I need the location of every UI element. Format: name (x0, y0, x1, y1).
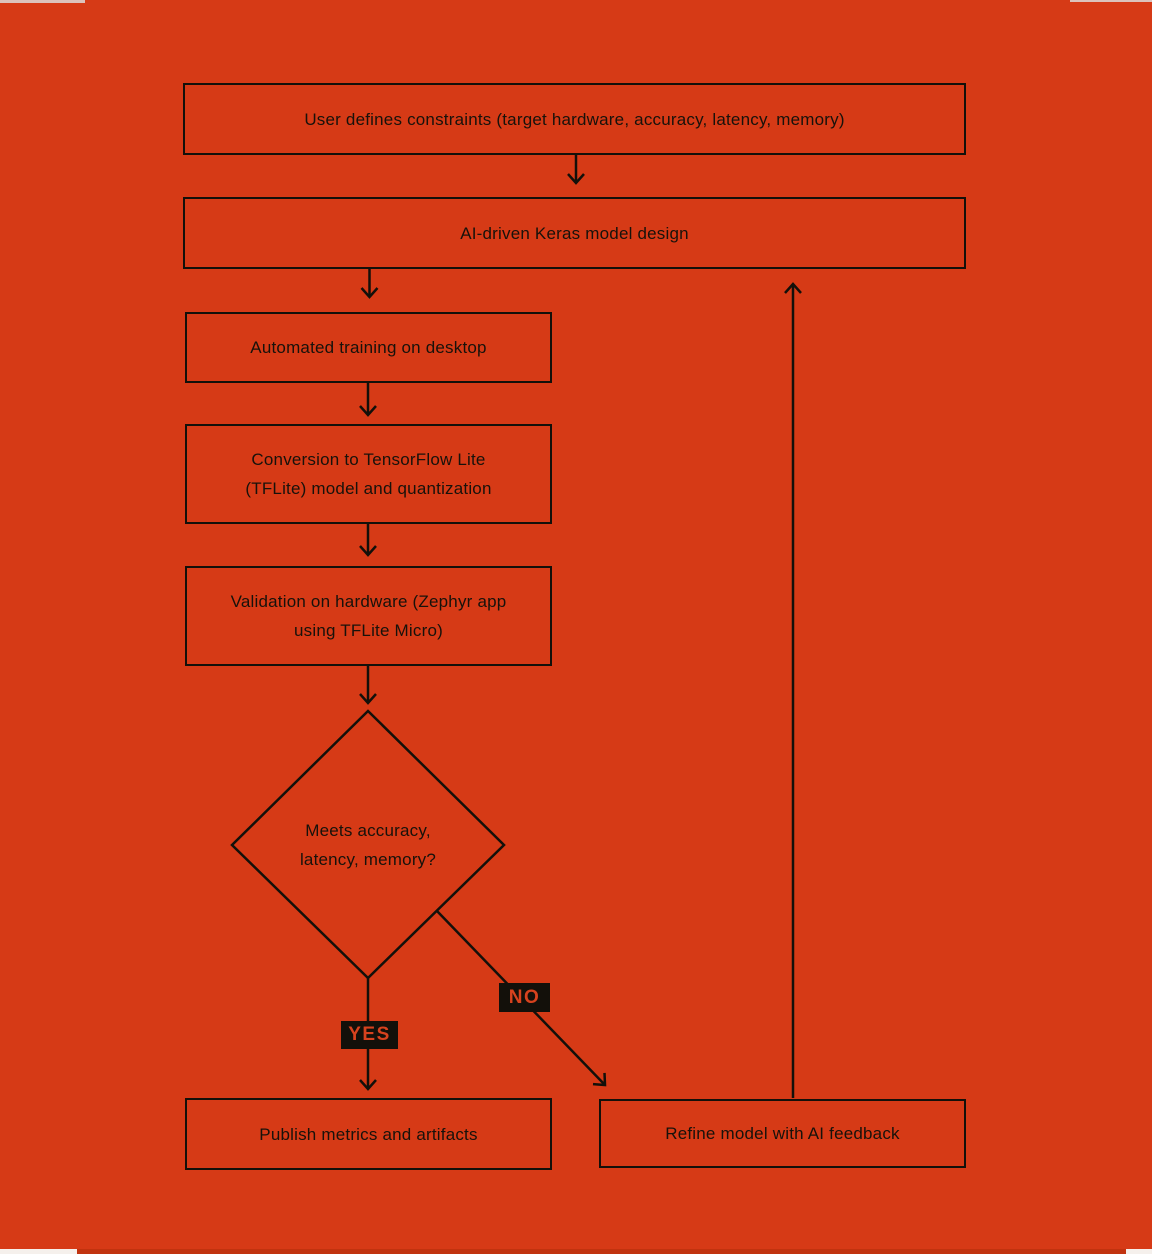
screen-edge-artifact-top-left (0, 0, 85, 3)
node-keras-design-label: AI-driven Keras model design (460, 223, 689, 243)
decision-line-1: Meets accuracy, (305, 821, 431, 840)
node-conversion (185, 424, 552, 524)
node-keras-design (183, 197, 966, 269)
node-validation-line-2: using TFLite Micro) (294, 621, 443, 640)
screen-edge-artifact-bottom (77, 1249, 1126, 1254)
node-conversion-line-2: (TFLite) model and quantization (245, 479, 492, 498)
decision-line-2: latency, memory? (299, 850, 437, 869)
node-automated-training (185, 312, 552, 383)
screen-edge-artifact-bottom-right (1126, 1249, 1152, 1254)
node-automated-training-label: Automated training on desktop (250, 338, 487, 357)
yes-edge-label: YES (341, 1021, 398, 1049)
node-validation (185, 566, 552, 666)
node-user-constraints-label: User defines constraints (target hardware, accuracy, latency, memory) (304, 109, 845, 129)
no-edge-label: NO (499, 983, 550, 1012)
node-refine (599, 1099, 966, 1168)
node-refine-label: Refine model with AI feedback (665, 1124, 900, 1143)
node-publish-label: Publish metrics and artifacts (259, 1124, 478, 1144)
decision-diamond-label (248, 816, 488, 874)
node-publish (185, 1098, 552, 1170)
node-validation-line-1: Validation on hardware (Zephyr app (230, 592, 507, 611)
node-conversion-line-1: Conversion to TensorFlow Lite (251, 450, 486, 469)
node-user-constraints (183, 83, 966, 155)
screen-edge-artifact-bottom-left (0, 1249, 77, 1254)
screen-edge-artifact-top-right (1070, 0, 1152, 2)
